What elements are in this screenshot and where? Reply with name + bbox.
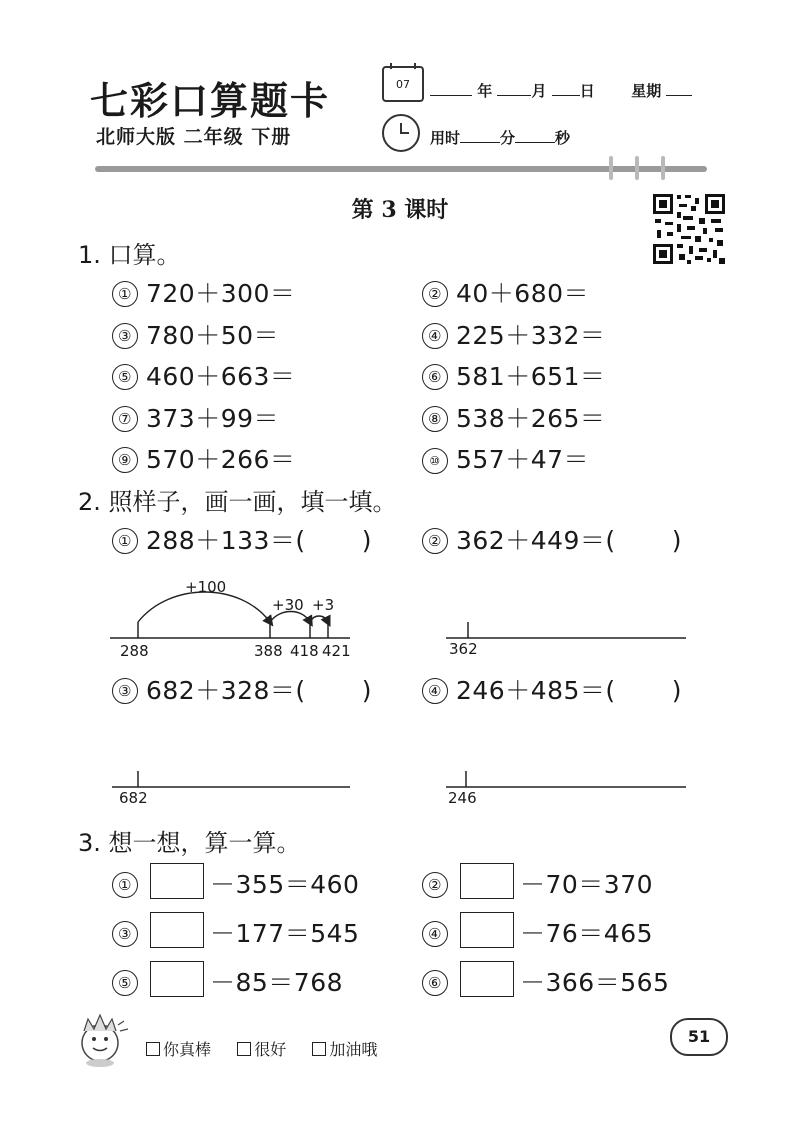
close-paren: ) xyxy=(671,676,682,705)
problem-number: ③ xyxy=(112,921,138,947)
page-number: 51 xyxy=(670,1018,728,1056)
number-line-2-start: 362 xyxy=(449,640,478,658)
section3-title: 3. 想一想，算一算。 xyxy=(78,829,301,857)
rating-option-1[interactable]: 你真棒 xyxy=(146,1040,211,1059)
problem-number: ⑩ xyxy=(422,448,448,474)
date-fields xyxy=(430,80,692,101)
problem-number: ④ xyxy=(422,921,448,947)
section2-title: 2. 照样子，画一画，填一填。 xyxy=(78,488,397,516)
number-line-3[interactable] xyxy=(106,767,356,791)
time-fields xyxy=(430,127,570,148)
calc-problem xyxy=(112,316,279,352)
qr-code[interactable] xyxy=(651,192,727,266)
missing-number-problem xyxy=(112,863,359,901)
header-rule xyxy=(95,166,707,172)
brand-title: 七彩口算题卡 xyxy=(90,78,331,123)
missing-number-problem xyxy=(422,863,653,901)
day-label: 日 xyxy=(579,82,595,100)
number-line-4[interactable] xyxy=(440,767,690,791)
calc-problem xyxy=(422,399,605,435)
calc-problem xyxy=(112,357,295,393)
number-line-problem xyxy=(112,521,372,557)
problem-number: ③ xyxy=(112,678,138,704)
problem-expression: －177＝545 xyxy=(210,919,360,948)
problem-expression: 557＋47＝ xyxy=(456,445,590,474)
mark-label-418: 418 xyxy=(290,642,319,660)
problem-expression: 362＋449＝( xyxy=(456,526,616,555)
problem-expression: 581＋651＝ xyxy=(456,362,606,391)
problem-expression: 40＋680＝ xyxy=(456,279,590,308)
minutes-blank[interactable] xyxy=(460,142,500,143)
missing-number-problem xyxy=(112,961,343,999)
problem-number: ① xyxy=(112,281,138,307)
weekday-label: 星期 xyxy=(631,82,662,100)
calc-problem xyxy=(422,357,605,393)
problem-number: ⑤ xyxy=(112,970,138,996)
problem-number: ② xyxy=(422,872,448,898)
year-blank[interactable] xyxy=(430,95,472,96)
problem-expression: 373＋99＝ xyxy=(146,403,280,433)
jump-label-30: +30 xyxy=(272,596,304,614)
problem-expression: 246＋485＝( xyxy=(456,676,616,705)
close-paren: ) xyxy=(671,526,682,555)
problem-expression: 538＋265＝ xyxy=(456,403,606,433)
number-line-2[interactable] xyxy=(440,618,690,642)
rating-options xyxy=(146,1037,377,1060)
problem-number: ① xyxy=(112,872,138,898)
problem-number: ① xyxy=(112,528,138,554)
problem-number: ⑤ xyxy=(112,364,138,390)
problem-number: ⑥ xyxy=(422,970,448,996)
problem-expression: 682＋328＝( xyxy=(146,676,306,705)
calc-problem xyxy=(112,399,279,435)
problem-expression: 570＋266＝ xyxy=(146,445,296,474)
calc-problem xyxy=(422,316,605,352)
section1-title: 1. 口算。 xyxy=(78,241,181,269)
number-line-4-start: 246 xyxy=(448,789,477,807)
rating-option-2[interactable]: 很好 xyxy=(237,1040,286,1059)
seconds-blank[interactable] xyxy=(515,142,555,143)
problem-number: ⑨ xyxy=(112,447,138,473)
calendar-day: 07 xyxy=(396,78,410,91)
missing-number-problem xyxy=(422,912,653,950)
answer-box[interactable] xyxy=(460,961,514,997)
problem-number: ② xyxy=(422,281,448,307)
problem-expression: －70＝370 xyxy=(520,870,654,899)
problem-number: ④ xyxy=(422,323,448,349)
answer-box[interactable] xyxy=(460,863,514,899)
close-paren: ) xyxy=(361,526,372,555)
calendar-icon xyxy=(382,66,424,102)
year-label: 年 xyxy=(477,82,493,100)
number-line-3-start: 682 xyxy=(119,789,148,807)
calc-problem xyxy=(422,274,589,310)
problem-expression: －355＝460 xyxy=(210,870,360,899)
problem-expression: －85＝768 xyxy=(210,968,344,997)
problem-expression: －76＝465 xyxy=(520,919,654,948)
calc-problem xyxy=(112,274,295,310)
problem-number: ⑦ xyxy=(112,406,138,432)
problem-number: ⑧ xyxy=(422,406,448,432)
mascot-icon xyxy=(70,1005,134,1069)
rating-option-3[interactable]: 加油哦 xyxy=(312,1040,377,1059)
answer-box[interactable] xyxy=(150,961,204,997)
answer-box[interactable] xyxy=(150,863,204,899)
missing-number-problem xyxy=(112,912,359,950)
lesson-title: 第 3 课时 xyxy=(351,197,449,223)
second-label: 秒 xyxy=(555,129,571,147)
problem-number: ④ xyxy=(422,678,448,704)
clock-icon xyxy=(382,114,420,152)
edition-label: 北师大版 二年级 下册 xyxy=(96,126,292,148)
number-line-problem xyxy=(422,521,682,557)
missing-number-problem xyxy=(422,961,669,999)
number-line-problem xyxy=(112,671,372,707)
problem-expression: －366＝565 xyxy=(520,968,670,997)
answer-box[interactable] xyxy=(460,912,514,948)
calc-problem xyxy=(422,440,589,476)
close-paren: ) xyxy=(361,676,372,705)
jump-label-100: +100 xyxy=(185,578,227,596)
time-label: 用时 xyxy=(430,129,461,147)
checkbox-icon[interactable] xyxy=(312,1042,326,1056)
mark-label-388: 388 xyxy=(254,642,283,660)
number-line-problem xyxy=(422,671,682,707)
minute-label: 分 xyxy=(500,129,516,147)
problem-expression: 225＋332＝ xyxy=(456,320,606,350)
example-start-label: 288 xyxy=(120,642,149,660)
month-label: 月 xyxy=(531,82,547,100)
problem-number: ⑥ xyxy=(422,364,448,390)
problem-number: ② xyxy=(422,528,448,554)
jump-label-3: +3 xyxy=(312,596,335,614)
problem-expression: 288＋133＝( xyxy=(146,526,306,555)
answer-box[interactable] xyxy=(150,912,204,948)
problem-expression: 780＋50＝ xyxy=(146,320,280,350)
checkbox-icon[interactable] xyxy=(237,1042,251,1056)
calc-problem xyxy=(112,440,295,476)
day-blank[interactable] xyxy=(552,95,580,96)
problem-expression: 460＋663＝ xyxy=(146,362,296,391)
month-blank[interactable] xyxy=(497,95,531,96)
mark-label-421: 421 xyxy=(322,642,351,660)
checkbox-icon[interactable] xyxy=(146,1042,160,1056)
problem-number: ③ xyxy=(112,323,138,349)
problem-expression: 720＋300＝ xyxy=(146,279,296,308)
weekday-blank[interactable] xyxy=(666,95,692,96)
